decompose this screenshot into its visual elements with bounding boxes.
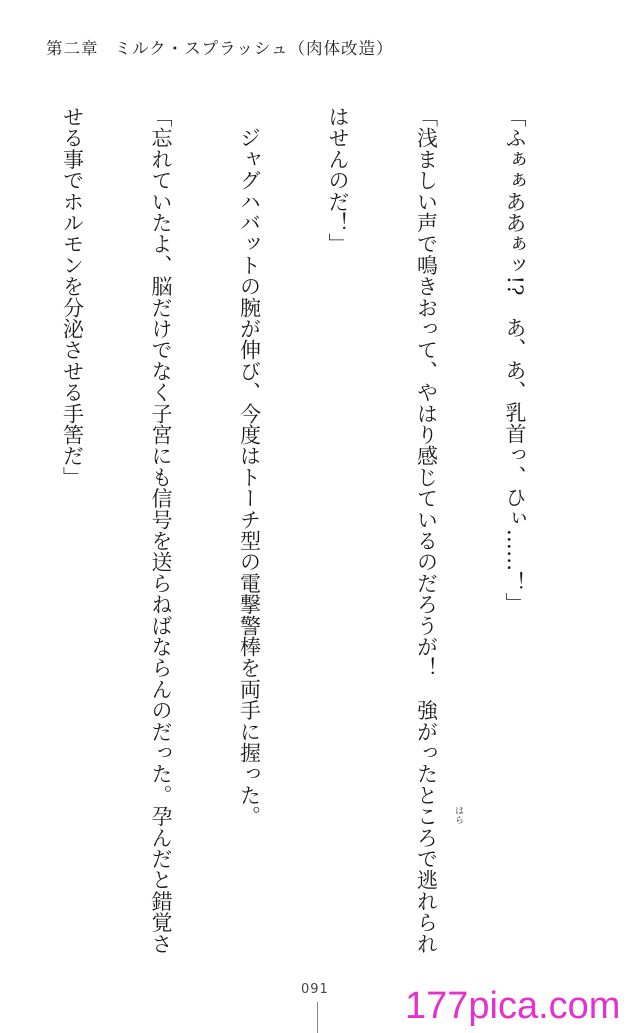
chapter-number: 第二章 (46, 39, 99, 58)
furigana-ruby: はら (453, 806, 463, 824)
page-number-rule (317, 1002, 318, 1033)
text-line: 「ふぁぁああぁッ!? あ、あ、乳首っ、ひぃ……！」 (503, 106, 527, 614)
text-line: はせんのだ！」 (326, 106, 350, 255)
text-line: せる事でホルモンを分泌させる手筈だ」 (60, 106, 85, 488)
novel-body-text (28, 106, 588, 986)
page-number: 091 (301, 982, 329, 997)
running-header (46, 35, 394, 59)
text-line: 「忘れていたよ、脳だけでなく子宮にも信号を送らねばならんのだった。孕んだと錯覚さ (149, 106, 173, 954)
text-line: ジャグハバットの腕が伸び、今度はトーチ型の電撃警棒を両手に握った。 (237, 106, 262, 827)
site-watermark: 177pica.com (405, 985, 621, 1027)
chapter-title: ミルク・スプラッシュ（肉体改造） (114, 39, 394, 58)
text-line: 「浅ましい声で鳴きおって、やはり感じているのだろうが！ 強がったところで逃れられ (414, 106, 439, 954)
